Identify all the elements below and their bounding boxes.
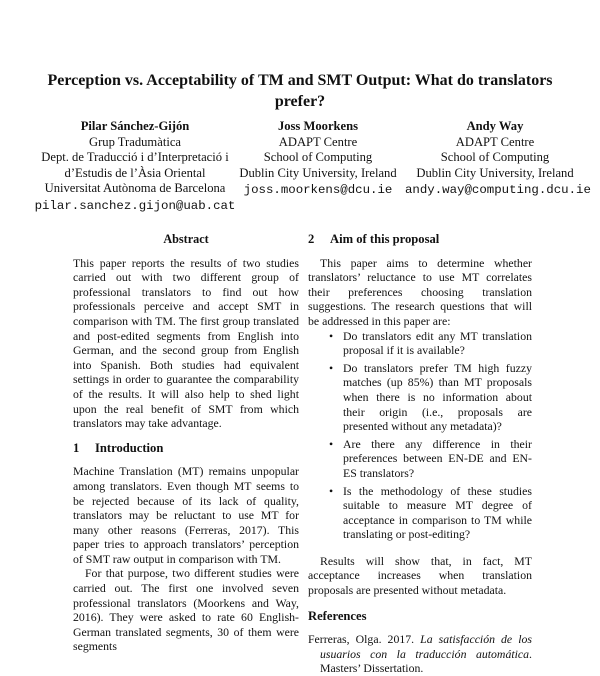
section-title: Aim of this proposal <box>330 232 440 246</box>
list-item <box>329 484 532 542</box>
list-item <box>329 329 532 358</box>
references-heading: References <box>308 608 367 623</box>
author-affiliation-line: Universitat Autònoma de Barcelona <box>44 181 226 195</box>
section-heading-introduction <box>73 441 299 456</box>
aim-intro-paragraph: This paper aims to determine whether translators’ reluctance to use MT correlates their preferences choosing translation suggestions. The research questions that will be addressed in this paper are: <box>308 255 532 328</box>
author-affiliation-line: Dept. de Traducció i d’Interpretació i <box>41 150 229 164</box>
section-number: 2 <box>308 232 315 246</box>
abstract-heading: Abstract <box>163 232 209 246</box>
section-title: Introduction <box>95 440 164 455</box>
bullet-icon: • <box>329 483 334 498</box>
section-heading-aim <box>308 232 532 247</box>
author-affiliation-line: d’Estudis de l’Àsia Oriental <box>64 165 206 180</box>
author-affiliation-line: ADAPT Centre <box>278 134 358 149</box>
research-question: Do translators prefer TM high fuzzy matches (up 85%) than MT proposals when there is no information about their origin (i.e., proposals are presented without any metadata)? <box>343 360 532 434</box>
reference-tail: . Masters’ Dissertation. <box>320 646 532 676</box>
abstract-text: This paper reports the results of two studies carried out with two different group of professional translators to find out how professionals perceive and accept SMT in comparison with TM. The first group translated and post-edited segments from English into German, and the second group from English into Spanish. Both studies had equivalent settings in order to guarantee the comparability of the results. It will also help to shed light upon the real benefit of SMT from which translators may take advantage. <box>73 255 299 431</box>
introduction-paragraph: Machine Translation (MT) remains unpopular among translators. Even though MT seems to be rejected because of its lack of quality, translators may be reluctant to use MT for many other reasons (Ferreras, 2017). This paper tries to approach translators’ perception of SMT raw output in comparison with TM. <box>73 464 299 566</box>
research-questions-list <box>308 329 532 542</box>
author-email: andy.way@computing.dcu.ie <box>405 183 591 197</box>
reference-entry <box>308 632 532 676</box>
author-block-3 <box>405 119 591 199</box>
author-affiliation-line: Grup Tradumàtica <box>89 134 181 149</box>
author-affiliation-line: ADAPT Centre <box>455 134 535 149</box>
paper-title: Perception vs. Acceptability of TM and SMT Output: What do translators prefer? <box>47 72 553 110</box>
research-question: Are there any difference in their preferences between EN-DE and EN-ES translators? <box>343 436 532 480</box>
author-block-2 <box>225 119 411 199</box>
list-item <box>329 437 532 481</box>
bullet-icon: • <box>329 436 334 451</box>
bullet-icon: • <box>329 328 334 343</box>
reference-title: La satisfacción de los usuarios con la traducción automática <box>320 632 532 661</box>
author-email: joss.moorkens@dcu.ie <box>243 183 393 197</box>
author-affiliation-line: Dublin City University, Ireland <box>416 165 574 180</box>
results-paragraph: Results will show that, in fact, MT acceptance increases when translation proposals are presented without metadata. <box>308 553 532 598</box>
research-question: Do translators edit any MT translation proposal if it is available? <box>343 328 532 358</box>
author-name: Pilar Sánchez-Gijón <box>80 119 190 133</box>
author-name: Andy Way <box>466 119 524 133</box>
author-name: Joss Moorkens <box>277 119 359 133</box>
author-affiliation-line: School of Computing <box>440 150 550 164</box>
author-email: pilar.sanchez.gijon@uab.cat <box>34 198 236 213</box>
author-affiliation-line: School of Computing <box>263 150 373 164</box>
author-affiliation-line: Dublin City University, Ireland <box>239 165 397 180</box>
section-number: 1 <box>73 440 80 455</box>
list-item <box>329 361 532 434</box>
reference-lead: Ferreras, Olga. 2017. <box>308 632 421 647</box>
bullet-icon: • <box>329 360 334 375</box>
introduction-paragraph: For that purpose, two different studies were carried out. The first one involved seven professional translators (Moorkens and Way, 2016). They were asked to rate 60 English-German translated segments, 30 of them were segments <box>73 566 299 654</box>
author-block-1 <box>20 119 250 214</box>
right-column <box>308 232 532 676</box>
research-question: Is the methodology of these studies suitable to measure MT degree of acceptance in comparison to TM while translating or post-editing? <box>343 483 532 542</box>
left-column <box>73 232 299 654</box>
